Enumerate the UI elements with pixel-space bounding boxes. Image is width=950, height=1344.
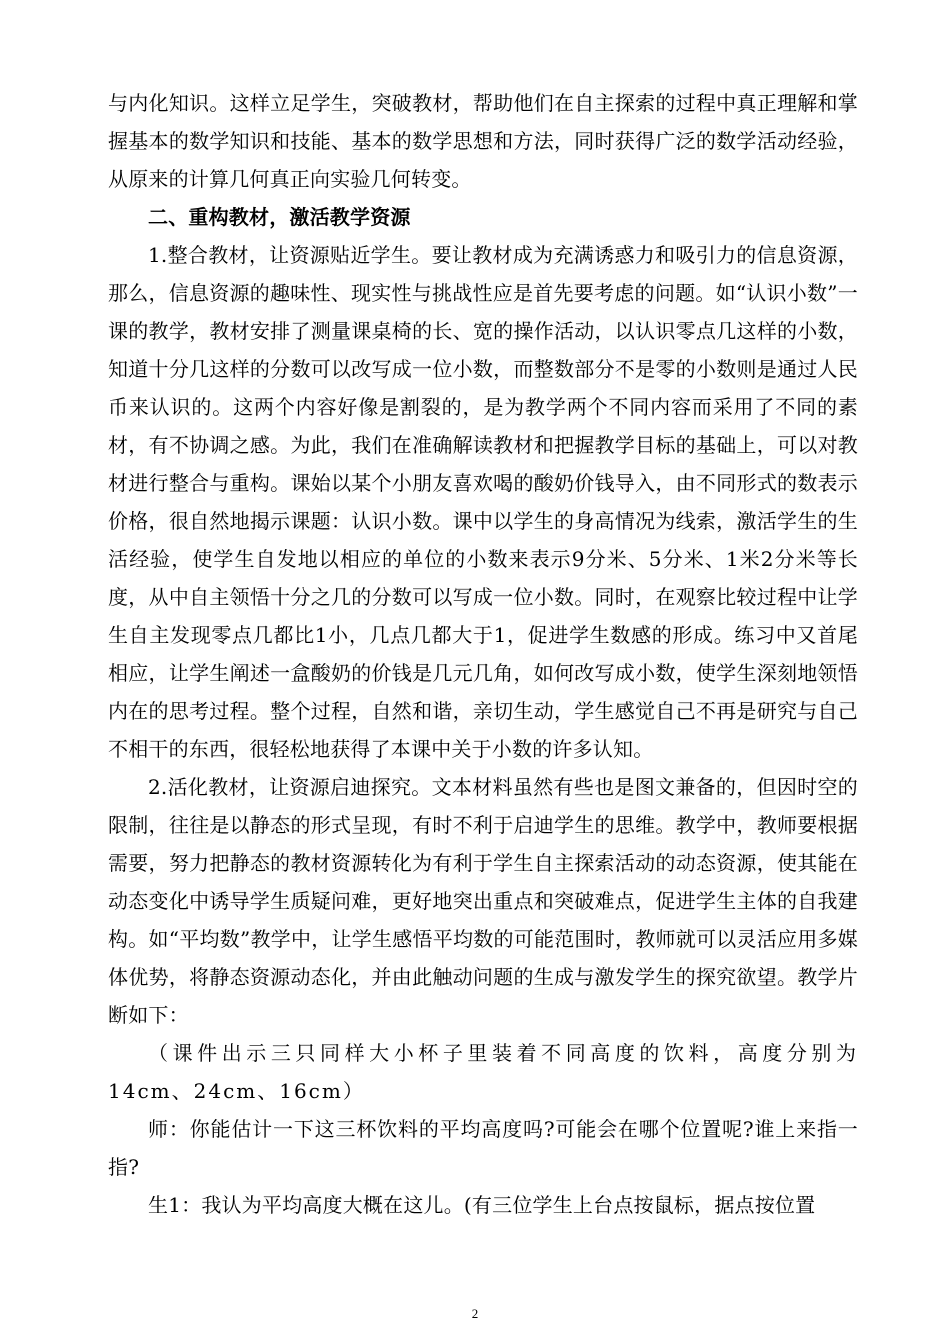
paragraph-student-answer: 生1：我认为平均高度大概在这儿。(有三位学生上台点按鼠标，据点按位置 (148, 1193, 816, 1217)
section-heading: 二、重构教材，激活教学资源 (148, 205, 411, 229)
page-number: 2 (471, 1306, 479, 1321)
paragraph-integrate-textbook: 1.整合教材，让资源贴近学生。要让教材成为充满诱惑力和吸引力的信息资源，那么，信息资源的趣味性、现实性与挑战性应是首先要考虑的问题。如“认识小数”一课的教学，教材安排了测量课桌椅的长、宽的操作活动，以认识零点几这样的小数，知道十分几这样的分数可以改写成一位小数，而整数部分不是零的小数则是通过人民币来认识的。这两个内容好像是割裂的，是为教学两个不同内容而采用了不同的素材，有不协调之感。为此，我们在准确解读教材和把握教学目标的基础上，可以对教材进行整合与重构。课始以某个小朋友喜欢喝的酸奶价钱导入，由不同形式的数表示价格，很自然地揭示课题：认识小数。课中以学生的身高情况为线索，激活学生的生活经验，使学生自发地以相应的单位的小数来表示9分米、5分米、1米2分米等长度，从中自主领悟十分之几的分数可以写成一位小数。同时，在观察比较过程中让学生自主发现零点几都比1小，几点几都大于1，促进学生数感的形成。练习中又首尾相应，让学生阐述一盒酸奶的价钱是几元几角，如何改写成小数，使学生深刻地领悟内在的思考过程。整个过程，自然和谐，亲切生动，学生感觉自己不再是研究与自己不相干的东西，很轻松地获得了本课中关于小数的许多认知。 (108, 243, 858, 761)
paragraph-courseware-note: （课件出示三只同样大小杯子里装着不同高度的饮料，高度分别为14cm、24cm、16cm） (108, 1041, 858, 1103)
paragraph-activate-textbook: 2.活化教材，让资源启迪探究。文本材料虽然有些也是图文兼备的，但因时空的限制，往往是以静态的形式呈现，有时不利于启迪学生的思维。教学中，教师要根据需要，努力把静态的教材资源转化为有利于学生自主探索活动的动态资源，使其能在动态变化中诱导学生质疑问难，更好地突出重点和突破难点，促进学生主体的自我建构。如“平均数”教学中，让学生感悟平均数的可能范围时，教师就可以灵活应用多媒体优势，将静态资源动态化，并由此触动问题的生成与激发学生的探究欲望。教学片断如下： (108, 775, 858, 1027)
paragraph-continuation: 与内化知识。这样立足学生，突破教材，帮助他们在自主探索的过程中真正理解和掌握基本的数学知识和技能、基本的数学思想和方法，同时获得广泛的数学活动经验，从原来的计算几何真正向实验几何转变。 (108, 91, 858, 191)
paragraph-teacher-question: 师：你能估计一下这三杯饮料的平均高度吗?可能会在哪个位置呢?谁上来指一指? (108, 1117, 858, 1179)
document-body (108, 84, 858, 1224)
